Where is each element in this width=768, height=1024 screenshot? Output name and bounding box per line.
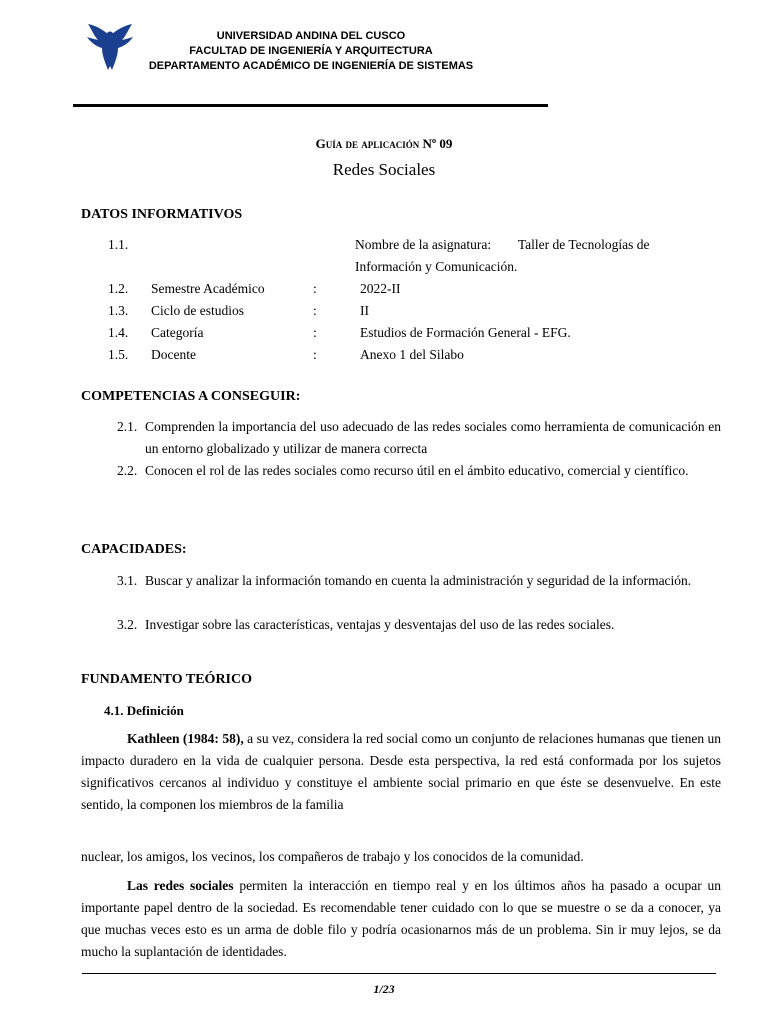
datos-value: Nombre de la asignatura: Taller de Tecnologías de Información y Comunicación. bbox=[355, 237, 650, 274]
datos-num: 1.2. bbox=[108, 281, 129, 296]
subsection-heading: 4.1. Definición bbox=[104, 703, 184, 718]
datos-sep: : bbox=[313, 303, 317, 318]
section-heading-capacidades: CAPACIDADES: bbox=[81, 542, 187, 557]
paragraph: nuclear, los amigos, los vecinos, los compañeros de trabajo y los conocidos de la comunidad. bbox=[81, 849, 584, 864]
university-name: UNIVERSIDAD ANDINA DEL CUSCO bbox=[216, 30, 406, 42]
section-heading-competencias: COMPETENCIAS A CONSEGUIR: bbox=[81, 389, 301, 404]
datos-label: Ciclo de estudios bbox=[151, 303, 244, 318]
datos-label: Categoría bbox=[151, 325, 204, 340]
datos-num: 1.4. bbox=[108, 325, 129, 340]
datos-value: 2022-II bbox=[360, 281, 401, 296]
list-item-num: 3.2. bbox=[117, 617, 138, 632]
datos-value: Estudios de Formación General - EFG. bbox=[360, 325, 571, 340]
list-item-text: Buscar y analizar la información tomando en cuenta la administración y seguridad de la información. bbox=[145, 573, 692, 588]
paragraph-term: Las redes sociales bbox=[127, 878, 234, 893]
eagle-logo-icon bbox=[84, 22, 136, 72]
section-heading-datos: DATOS INFORMATIVOS bbox=[81, 207, 243, 222]
list-item-num: 2.2. bbox=[117, 463, 138, 478]
list-item-text: Conocen el rol de las redes sociales como recurso útil en el ámbito educativo, comercial y científico. bbox=[145, 463, 689, 478]
datos-value: II bbox=[360, 303, 369, 318]
page-number: 1/23 bbox=[373, 982, 395, 996]
institution-header bbox=[140, 29, 482, 74]
department-name: DEPARTAMENTO ACADÉMICO DE INGENIERÍA DE SISTEMAS bbox=[148, 60, 474, 72]
datos-label: Semestre Académico bbox=[151, 281, 265, 296]
datos-label: Docente bbox=[151, 347, 196, 362]
list-item-text: Investigar sobre las características, ventajas y desventajas del uso de las redes sociales. bbox=[145, 617, 615, 632]
datos-sep: : bbox=[313, 281, 317, 296]
datos-num: 1.3. bbox=[108, 303, 129, 318]
guide-title: Guía de aplicación Nº 09 bbox=[315, 136, 453, 151]
paragraph: Las redes sociales permiten la interacción en tiempo real y en los últimos años ha pasado a ocupar un importante papel dentro de la sociedad. Es recomendable tener cuidado con lo que se muestre o se da a conocer, ya que muchas veces esto es un arma de doble filo y podría ocasionarnos más de un problema. Sin ir muy lejos, se da mucho la suplantación de identidades. bbox=[81, 878, 721, 959]
datos-sep: : bbox=[313, 347, 317, 362]
section-heading-fundamento: FUNDAMENTO TEÓRICO bbox=[81, 672, 253, 687]
datos-sep: : bbox=[313, 325, 317, 340]
datos-num: 1.1. bbox=[108, 237, 129, 252]
list-item-text: Comprenden la importancia del uso adecuado de las redes sociales como herramienta de comunicación en un entorno globalizado y utilizar de manera correcta bbox=[145, 419, 721, 456]
header-divider bbox=[73, 104, 548, 107]
list-item-num: 2.1. bbox=[117, 419, 138, 434]
list-item-num: 3.1. bbox=[117, 573, 138, 588]
datos-num: 1.5. bbox=[108, 347, 129, 362]
paragraph: Kathleen (1984: 58), a su vez, considera la red social como un conjunto de relaciones humanas que tienen un impacto duradero en la vida de cualquier persona. Desde esta perspectiva, la red está conformada por los sujetos significativos cercanos al individuo y constituye el ambiente social primario en que éste se desenvuelve. En este sentido, la componen los miembros de la familia bbox=[81, 731, 721, 812]
guide-subtitle: Redes Sociales bbox=[332, 160, 436, 179]
paragraph-author: Kathleen (1984: 58), bbox=[127, 731, 244, 746]
faculty-name: FACULTAD DE INGENIERÍA Y ARQUITECTURA bbox=[189, 45, 433, 57]
datos-value: Anexo 1 del Silabo bbox=[360, 347, 464, 362]
footer-divider bbox=[82, 973, 716, 974]
